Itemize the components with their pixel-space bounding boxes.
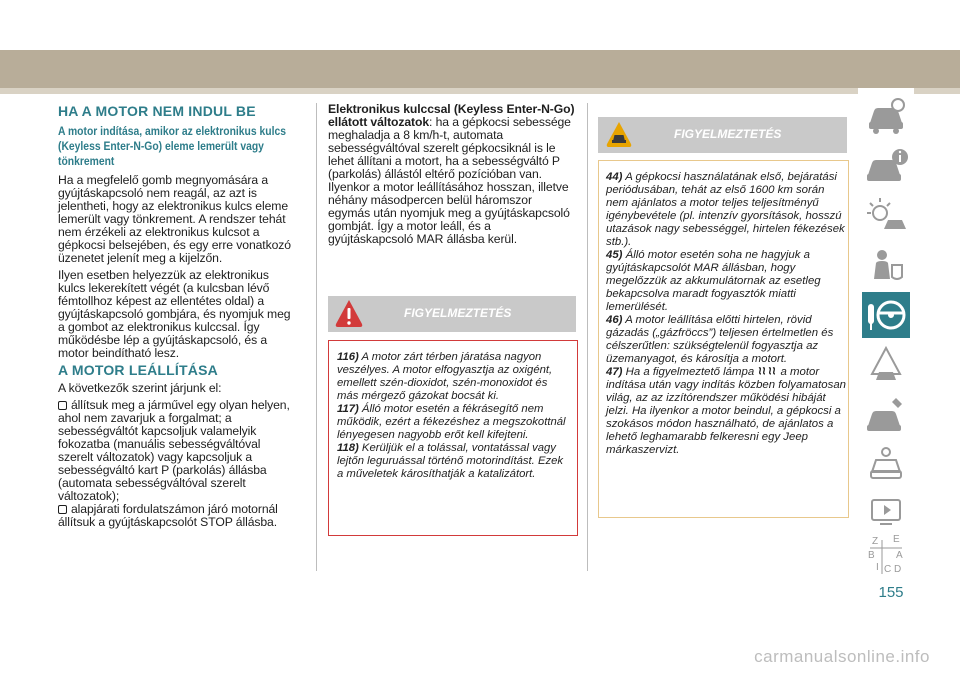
media-icon	[862, 488, 910, 534]
svg-text:E: E	[893, 534, 900, 545]
warning-box-middle	[328, 340, 578, 536]
keyless-lead-bold: Elektronikus kulccsal (Keyless Enter-N-Go) ellátott változatok	[328, 102, 575, 129]
wrench-car-icon	[862, 392, 910, 438]
checkbox-bullet-icon	[58, 401, 67, 410]
warning-item	[337, 403, 571, 442]
warning-list-middle	[337, 351, 571, 481]
svg-text:B: B	[868, 550, 875, 561]
page-number: 155	[878, 584, 904, 601]
chapter-tab-warning-lights[interactable]	[862, 143, 910, 189]
keyless-paragraph	[328, 103, 576, 246]
warning-header-right	[598, 117, 847, 153]
warning-text: A motor zárt térben járatása nagyon veszélyes. A motor elfogyasztja az oxigént, emellett szén-dioxidot, szén-monoxidot és más mérgező gázokat bocsát ki.	[337, 351, 553, 402]
warning-triangle-car-icon	[862, 342, 910, 388]
chapter-tab-multimedia[interactable]	[862, 488, 910, 534]
chapter-tab-emergency[interactable]	[862, 342, 910, 388]
warning-item	[337, 442, 571, 481]
caution-item	[606, 249, 846, 314]
car-tech-icon	[862, 442, 910, 488]
warning-number: 118)	[337, 442, 359, 454]
warning-number: 117)	[337, 403, 359, 415]
chapter-tab-technical-data[interactable]	[862, 442, 910, 488]
caution-item	[606, 171, 846, 249]
svg-text:Z: Z	[872, 536, 879, 547]
car-warning-lights-icon	[862, 143, 910, 189]
warning-text: Álló motor esetén a fékrásegítő nem működik, ezért a fékezéshez a megszokottnál lényegesen nagyobb erőt kell kifejteni.	[337, 403, 566, 441]
chapter-tab-index[interactable]	[862, 530, 910, 576]
chapter-tab-safety[interactable]	[862, 243, 910, 289]
checkbox-bullet-icon	[58, 505, 67, 514]
left-column	[58, 103, 298, 533]
caution-number: 44)	[606, 171, 623, 183]
warning-title-right: FIGYELMEZTETÉS	[674, 127, 782, 141]
caution-number: 46)	[606, 314, 623, 326]
caution-text: A motor leállítása előtti hirtelen, rövid gázadás („gázfröccs”) teljesen értelmetlen és célszerűtlen: szükségtelenül fogyasztja az üzemanyagot, és károsítja a motort.	[606, 314, 834, 365]
warning-number: 116)	[337, 351, 359, 363]
caution-box-right	[598, 160, 849, 518]
middle-column	[328, 103, 576, 250]
watermark: carmanualsonline.info	[754, 647, 930, 666]
paragraph-2: Ilyen esetben helyezzük az elektronikus kulcs lekerekített végét (a kulcsban lévő fémtollhoz képest az ellentétes oldal) a gyújtáskapcsoló gombjára, és nyomjuk meg a gombot az elektronikus kulccsal. Így működésbe lép a gyújtáskapcsoló, és a motor beindítható lesz.	[58, 268, 291, 360]
svg-text:I: I	[876, 562, 879, 573]
index-icon	[862, 530, 910, 576]
warning-text: Kerüljük el a tolással, vontatással vagy lejtőn leguruással történő motorindítást. Ezek a műveletek károsíthatják a katalizátort.	[337, 442, 564, 480]
bullet-item-2-text: alapjárati fordulatszámon járó motornál állítsuk a gyújtáskapcsolót STOP állásba.	[58, 502, 278, 529]
chapter-tab-lights[interactable]	[862, 193, 910, 239]
paragraph-1: Ha a megfelelő gomb megnyomására a gyújtáskapcsoló nem reagál, az azt is jelentheti, hogy az elektronikus kulcs eleme lemerült vagy tönkrement. A rendszer tehát nem érzékeli az elektronikus kulcsot a gépkocsi belsejében, és egy erre vonatkozó üzenetet jelenít meg a kijelzőn.	[58, 173, 291, 265]
caution-number: 45)	[606, 249, 623, 261]
caution-text-before: Ha a figyelmeztető lámpa	[625, 366, 755, 378]
car-caution-icon	[605, 120, 633, 150]
intro-text: A következők szerint járjunk el:	[58, 381, 222, 395]
header-underline	[0, 88, 960, 94]
bullet-item-1	[58, 399, 298, 503]
warning-title-middle: FIGYELMEZTETÉS	[404, 306, 512, 320]
caution-item	[606, 314, 846, 366]
svg-text:A: A	[896, 550, 903, 561]
car-info-icon	[862, 93, 910, 139]
subheading-dead-key-battery: A motor indítása, amikor az elektronikus kulcs (Keyless Enter-N-Go) eleme lemerült vagy tönkrement	[58, 126, 286, 168]
section-heading-stop-engine: A MOTOR LEÁLLÍTÁSA	[58, 362, 218, 378]
column-divider-1	[316, 103, 317, 571]
safety-icon	[862, 243, 910, 289]
warning-item	[337, 351, 571, 403]
warning-header-middle	[328, 296, 576, 332]
caution-text: Álló motor esetén soha ne hagyjuk a gyújtáskapcsolót MAR állásban, hogy megelőzzük az akkumulátornak az esetleg bekapcsolva maradt fogyasztók miatti lemerülését.	[606, 249, 821, 313]
header-band	[0, 50, 960, 88]
caution-item	[606, 366, 846, 457]
warning-triangle-icon	[334, 298, 364, 330]
steering-key-icon	[862, 292, 910, 338]
chapter-tab-maintenance[interactable]	[862, 392, 910, 438]
chapter-tab-dashboard[interactable]	[862, 93, 910, 139]
caution-text: A gépkocsi használatának első, bejáratási periódusában, tehát az első 1600 km során nem ajánlatos a motor teljes teljesítményű igénybevétele (pl. intenzív gyorsítások, hosszú utazások nagy sebességgel, hirtelen fékezések stb.).	[606, 171, 845, 248]
bullet-item-2	[58, 503, 298, 529]
caution-list-right	[606, 171, 846, 457]
caution-text-after: a motor indítása után vagy indítás közben folyamatosan világ, az az izzítórendszer működési hibáját jelzi. Ha ilyenkor a motor beindul, a gépkocsi a szokásos módon használható, de ajánlatos a lehető leghamarabb felkeresni egy Jeep márkaszervizt.	[606, 366, 846, 456]
caution-number: 47)	[606, 366, 623, 378]
svg-text:D: D	[894, 564, 902, 575]
glow-plug-icon	[757, 366, 777, 376]
bullet-item-1-text: állítsuk meg a járművel egy olyan helyen, ahol nem zavarjuk a forgalmat; a sebességváltót kapcsoljuk valamelyik fokozatba (manuális sebességváltóval szerelt változatok) vagy kapcsoljuk a sebességváltó kart P (parkolás) állásba (automata sebességváltóval szerelt változatok);	[58, 398, 290, 503]
svg-text:C: C	[884, 564, 892, 575]
keyless-lead-text: : ha a gépkocsi sebessége meghaladja a 8 km/h-t, automata sebességváltóval szerelt gépkocsiknál is le lehet állítani a motort, ha a sebességváltó P (parkolás) állástól eltérő pozícióban van. Ilyenkor a motor leállításához hosszan, illetve néhány másodpercen belül háromszor egymás után nyomjuk meg a gyújtáskapcsoló gombját. Így a motor leáll, és a gyújtáskapcsoló MAR állásba kerül.	[328, 115, 571, 246]
sun-car-icon	[862, 193, 910, 239]
chapter-tab-starting-driving[interactable]	[862, 292, 910, 338]
page-top-margin	[0, 0, 960, 50]
section-heading-engine-not-start: HA A MOTOR NEM INDUL BE	[58, 103, 256, 119]
column-divider-2	[587, 103, 588, 571]
